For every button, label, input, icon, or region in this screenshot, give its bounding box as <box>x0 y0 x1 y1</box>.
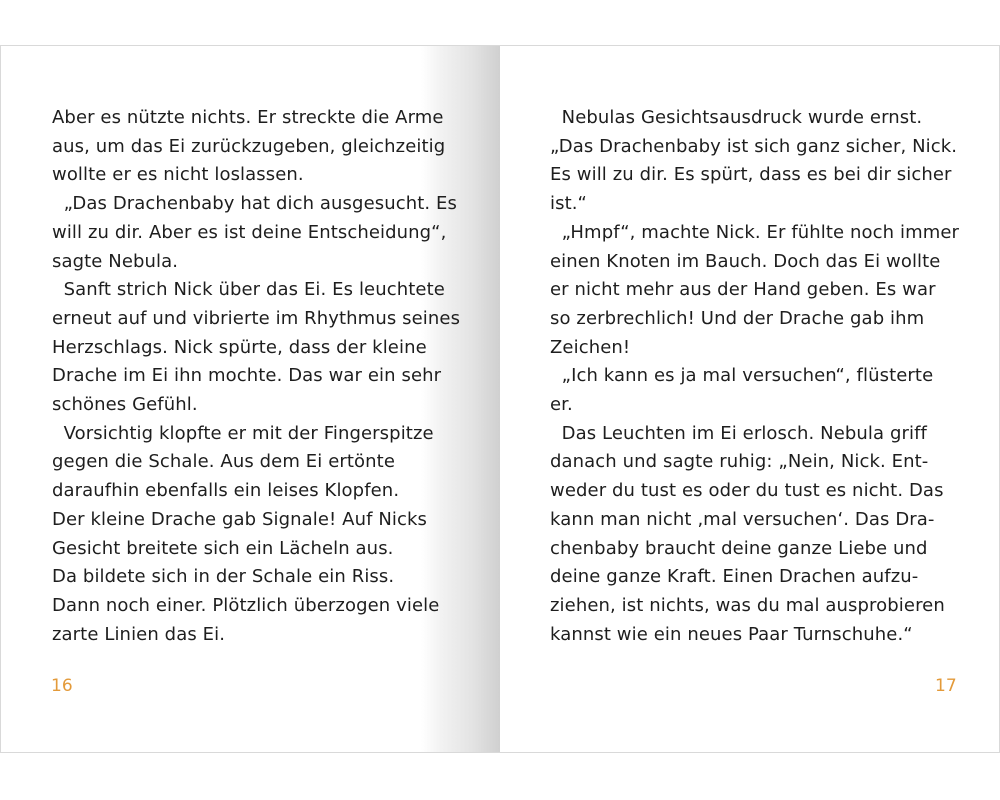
text-line: Sanft strich Nick über das Ei. Es leuchtete <box>52 279 445 301</box>
text-line: Herzschlags. Nick spürte, dass der kleine <box>52 336 427 358</box>
text-line: erneut auf und vibrierte im Rhythmus seines <box>52 307 461 329</box>
text-line: deine ganze Kraft. Einen Drachen aufzu- <box>550 566 919 588</box>
text-line: kannst wie ein neues Paar Turnschuhe.“ <box>550 623 913 645</box>
text-line: Es will zu dir. Es spürt, dass es bei dir sicher <box>550 164 952 186</box>
text-line: aus, um das Ei zurückzugeben, gleichzeitig <box>52 135 446 157</box>
page-number-right: 17 <box>935 676 957 696</box>
text-line: Da bildete sich in der Schale ein Riss. <box>52 566 395 588</box>
right-page <box>500 46 1000 752</box>
text-line: sagte Nebula. <box>52 250 179 272</box>
text-line: Nebulas Gesichtsausdruck wurde ernst. <box>550 107 923 128</box>
text-line: kann man nicht ‚mal versuchen‘. Das Dra- <box>550 508 935 530</box>
text-line: will zu dir. Aber es ist deine Entscheidung“, <box>52 221 447 243</box>
text-line: gegen die Schale. Aus dem Ei ertönte <box>52 451 395 473</box>
text-line: Der kleine Drache gab Signale! Auf Nicks <box>52 508 428 530</box>
text-line: wollte er es nicht loslassen. <box>52 164 304 186</box>
text-line: „Das Drachenbaby ist sich ganz sicher, Nick. <box>550 135 958 157</box>
text-line: danach und sagte ruhig: „Nein, Nick. Ent- <box>550 451 929 473</box>
text-line: schönes Gefühl. <box>52 394 198 416</box>
text-line: Zeichen! <box>550 336 631 358</box>
text-line: ist.“ <box>550 193 587 215</box>
text-line: daraufhin ebenfalls ein leises Klopfen. <box>52 480 400 502</box>
text-line: „Das Drachenbaby hat dich ausgesucht. Es <box>52 193 457 215</box>
text-line: Aber es nützte nichts. Er streckte die Arme <box>52 107 444 128</box>
text-line: einen Knoten im Bauch. Doch das Ei wollte <box>550 250 941 272</box>
text-line: Vorsichtig klopfte er mit der Fingerspitze <box>52 422 434 444</box>
text-line: „Hmpf“, machte Nick. Er fühlte noch immer <box>550 221 960 243</box>
text-line: „Ich kann es ja mal versuchen“, flüsterte <box>550 365 934 387</box>
right-page-text <box>550 104 960 649</box>
book-spread <box>0 45 1000 753</box>
text-line: er. <box>550 394 573 416</box>
page-number-left: 16 <box>51 676 73 696</box>
text-line: Dann noch einer. Plötzlich überzogen viele <box>52 594 440 616</box>
text-line: chenbaby braucht deine ganze Liebe und <box>550 537 928 559</box>
text-line: er nicht mehr aus der Hand geben. Es war <box>550 279 936 301</box>
text-line: ziehen, ist nichts, was du mal ausprobieren <box>550 594 945 616</box>
text-line: Gesicht breitete sich ein Lächeln aus. <box>52 537 394 559</box>
left-page-text <box>52 104 462 649</box>
text-line: so zerbrechlich! Und der Drache gab ihm <box>550 307 925 329</box>
left-page <box>0 46 500 752</box>
text-line: weder du tust es oder du tust es nicht. Das <box>550 480 944 502</box>
text-line: Das Leuchten im Ei erlosch. Nebula griff <box>550 422 927 444</box>
text-line: zarte Linien das Ei. <box>52 623 226 645</box>
text-line: Drache im Ei ihn mochte. Das war ein sehr <box>52 365 442 387</box>
